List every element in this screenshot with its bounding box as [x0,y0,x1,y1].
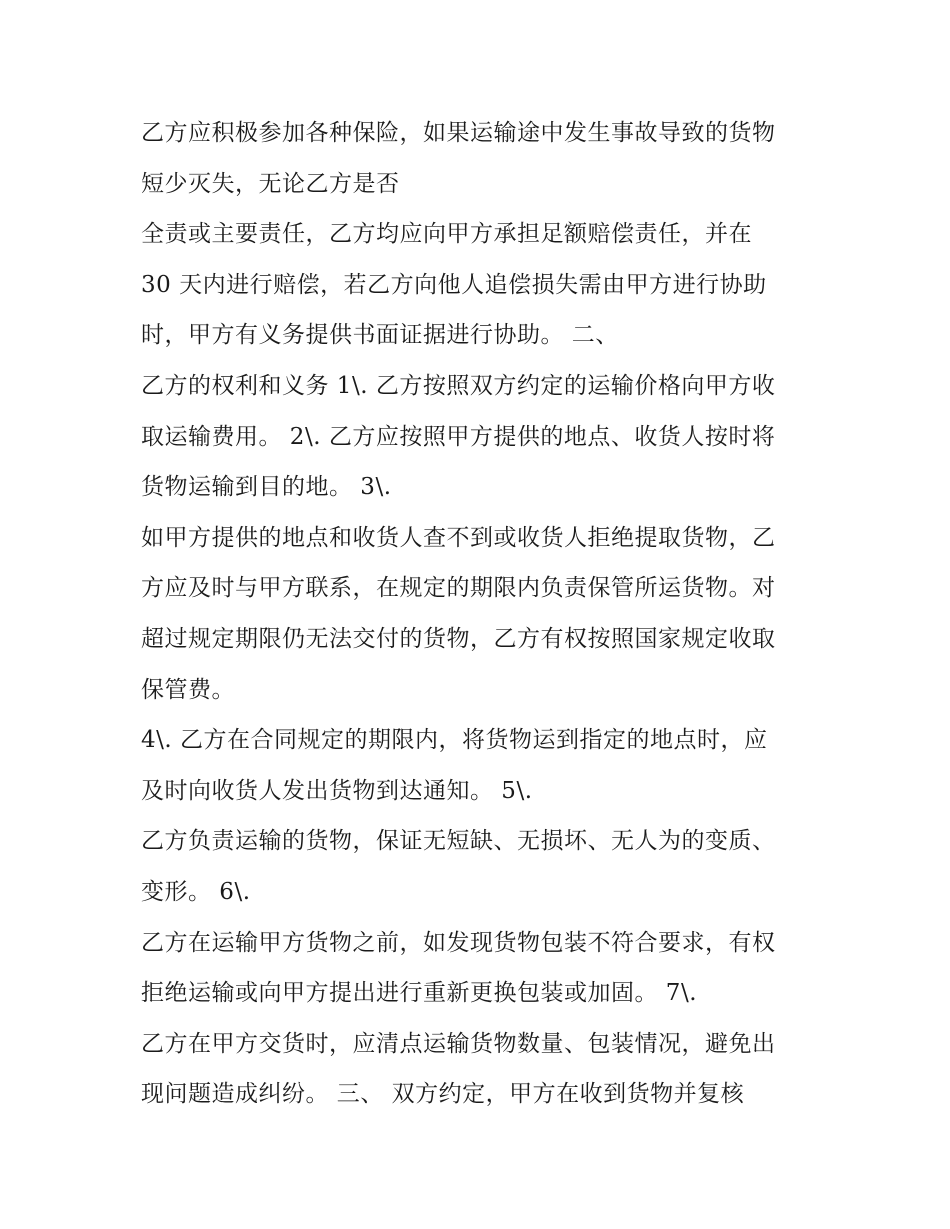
text-line: 货物运输到目的地。 3\. [141,474,392,501]
document-body [141,108,821,1120]
text-line: 乙方负责运输的货物，保证无短缺、无损坏、无人为的变质、 [141,828,776,855]
text-line: 乙方在甲方交货时，应清点运输货物数量、包装情况，避免出 [141,1030,776,1057]
text-line: 及时向收货人发出货物到达通知。 5\. [141,777,533,804]
text-line: 乙方在运输甲方货物之前，如发现货物包装不符合要求，有权 [141,929,776,956]
text-line: 变形。 6\. [141,878,251,905]
text-line: 乙方的权利和义务 1\. 乙方按照双方约定的运输价格向甲方收 [141,372,776,399]
text-line: 30 天内进行赔偿，若乙方向他人追偿损失需由甲方进行协助 [141,271,767,298]
text-line: 4\. 乙方在合同规定的期限内，将货物运到指定的地点时，应 [141,727,768,754]
text-line: 短少灭失，无论乙方是否 [141,170,400,197]
text-line: 如甲方提供的地点和收货人查不到或收货人拒绝提取货物，乙 [141,524,776,551]
text-line: 现问题造成纠纷。 三、 双方约定，甲方在收到货物并复核 [141,1081,745,1108]
text-line: 时，甲方有义务提供书面证据进行协助。 二、 [141,322,619,349]
text-line: 拒绝运输或向甲方提出进行重新更换包装或加固。 7\. [141,980,698,1007]
text-line: 乙方应积极参加各种保险，如果运输途中发生事故导致的货物 [141,120,776,146]
text-line: 保管费。 [141,676,235,703]
text-line: 方应及时与甲方联系，在规定的期限内负责保管所运货物。对 [141,575,776,602]
text-line: 取运输费用。 2\. 乙方应按照甲方提供的地点、收货人按时将 [141,423,776,450]
text-line: 全责或主要责任，乙方均应向甲方承担足额赔偿责任，并在 [141,221,752,248]
text-line: 超过规定期限仍无法交付的货物，乙方有权按照国家规定收取 [141,625,776,652]
